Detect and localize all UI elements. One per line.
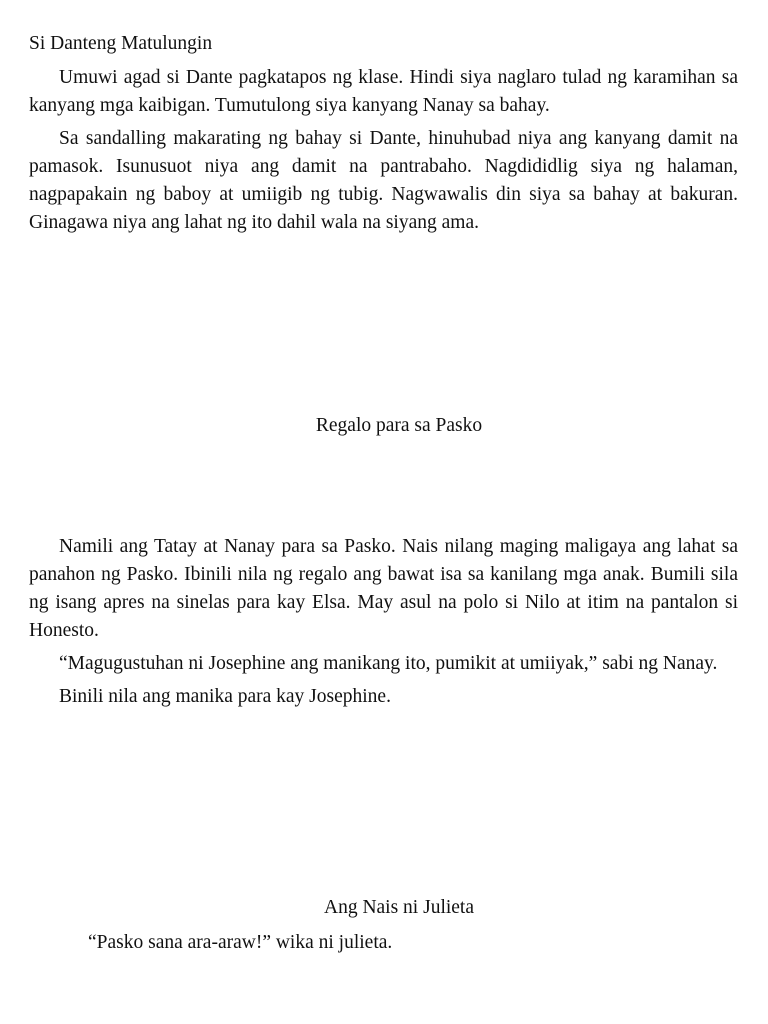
story-title-2: Regalo para sa Pasko: [315, 415, 483, 436]
story-title-1: Si Danteng Matulungin: [29, 33, 213, 54]
story-title-3: Ang Nais ni Julieta: [323, 897, 475, 918]
story-3-paragraph-1: “Pasko sana ara-araw!” wika ni julieta.: [88, 932, 393, 953]
story-body-2: [29, 533, 738, 711]
story-2-paragraph-1: Namili ang Tatay at Nanay para sa Pasko. Nais nilang maging maligaya ang lahat sa panahon ng Pasko. Ibinili nila ng regalo ang bawat isa sa kanilang mga anak. Bumili sila ng isang apres na sinelas para kay Elsa. May asul na polo si Nilo at itim na pantalon si Honesto.: [29, 536, 738, 641]
story-1-paragraph-2: Sa sandalling makarating ng bahay si Dante, hinuhubad niya ang kanyang damit na pamasok. Isunusuot niya ang damit na pantrabaho. Nagdididlig siya ng halaman, nagpapakain ng baboy at umiigib ng tubig. Nagwawalis din siya sa bahay at bakuran. Ginagawa niya ang lahat ng ito dahil wala na siyang ama.: [29, 128, 738, 233]
story-1-paragraph-1: Umuwi agad si Dante pagkatapos ng klase. Hindi siya naglaro tulad ng karamihan sa kanyang mga kaibigan. Tumutulong siya kanyang Nanay sa bahay.: [29, 67, 738, 116]
story-body-1: [29, 64, 738, 237]
story-2-paragraph-3: Binili nila ang manika para kay Josephine.: [59, 686, 391, 707]
story-2-paragraph-2: “Magugustuhan ni Josephine ang manikang ito, pumikit at umiiyak,” sabi ng Nanay.: [59, 653, 718, 674]
